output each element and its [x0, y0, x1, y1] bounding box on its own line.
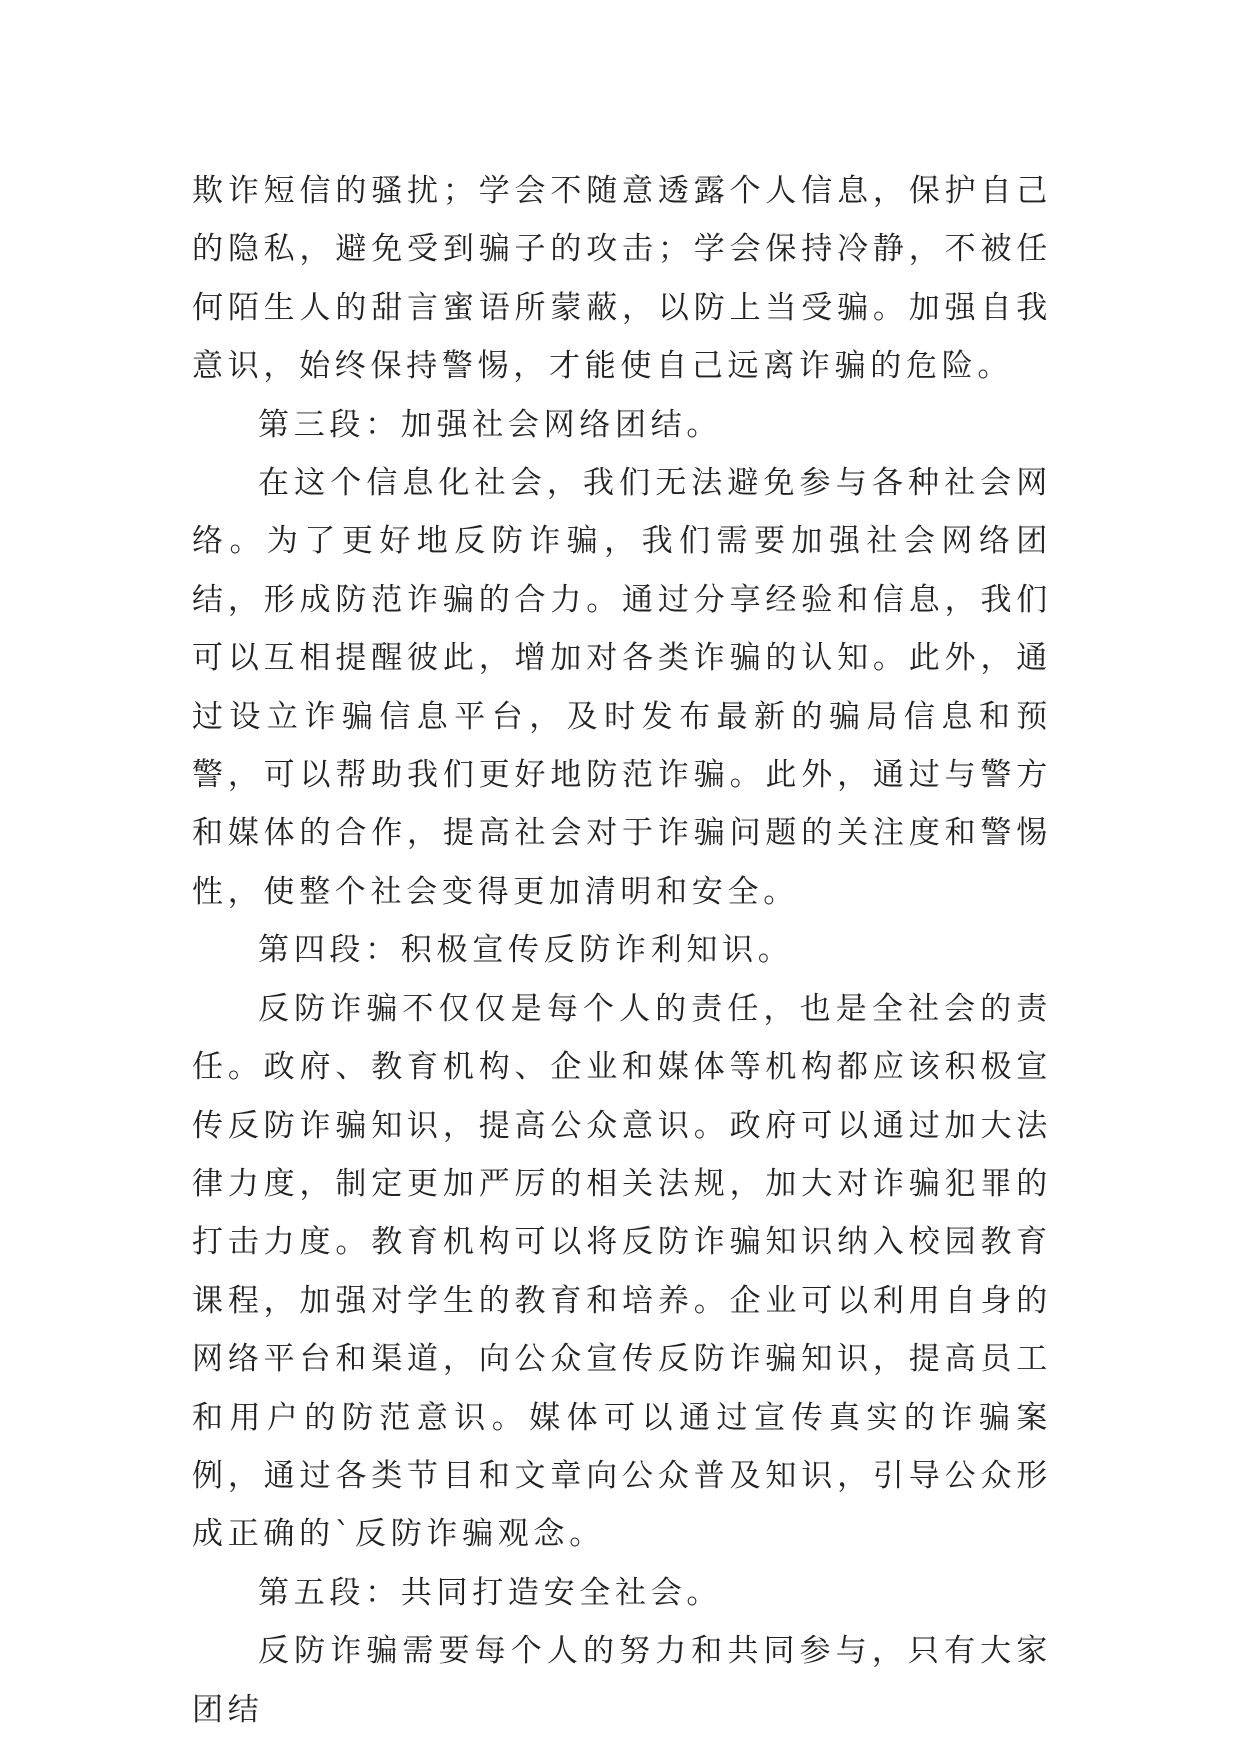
paragraph-section-3: 在这个信息化社会，我们无法避免参与各种社会网络。为了更好地反防诈骗，我们需要加强社会网络团结，形成防范诈骗的合力。通过分享经验和信息，我们可以互相提醒彼此，增加对各类诈骗的认知。此外，通过设立诈骗信息平台，及时发布最新的骗局信息和预警，可以帮助我们更好地防范诈骗。此外，通过与警方和媒体的合作，提高社会对于诈骗问题的关注度和警惕性，使整个社会变得更加清明和安全。 — [192, 465, 1052, 910]
paragraph-continuation: 欺诈短信的骚扰；学会不随意透露个人信息，保护自己的隐私，避免受到骗子的攻击；学会保持冷静，不被任何陌生人的甜言蜜语所蒙蔽，以防上当受骗。加强自我意识，始终保持警惕，才能使自己远离诈骗的危险。 — [192, 173, 1052, 385]
document-page — [192, 162, 1052, 1739]
section-heading-3: 第三段：加强社会网络团结。 — [258, 406, 723, 443]
paragraph-section-4: 反防诈骗不仅仅是每个人的责任，也是全社会的责任。政府、教育机构、企业和媒体等机构都应该积极宣传反防诈骗知识，提高公众意识。政府可以通过加大法律力度，制定更加严厉的相关法规，加大对诈骗犯罪的打击力度。教育机构可以将反防诈骗知识纳入校园教育课程，加强对学生的教育和培养。企业可以利用自身的网络平台和渠道，向公众宣传反防诈骗知识，提高员工和用户的防范意识。媒体可以通过宣传真实的诈骗案例，通过各类节目和文章向公众普及知识，引导公众形成正确的`反防诈骗观念。 — [192, 990, 1052, 1553]
section-heading-5: 第五段：共同打造安全社会。 — [258, 1574, 723, 1611]
paragraph-section-5: 反防诈骗需要每个人的努力和共同参与，只有大家团结 — [192, 1633, 1052, 1728]
section-heading-4: 第四段：积极宣传反防诈利知识。 — [258, 932, 794, 969]
